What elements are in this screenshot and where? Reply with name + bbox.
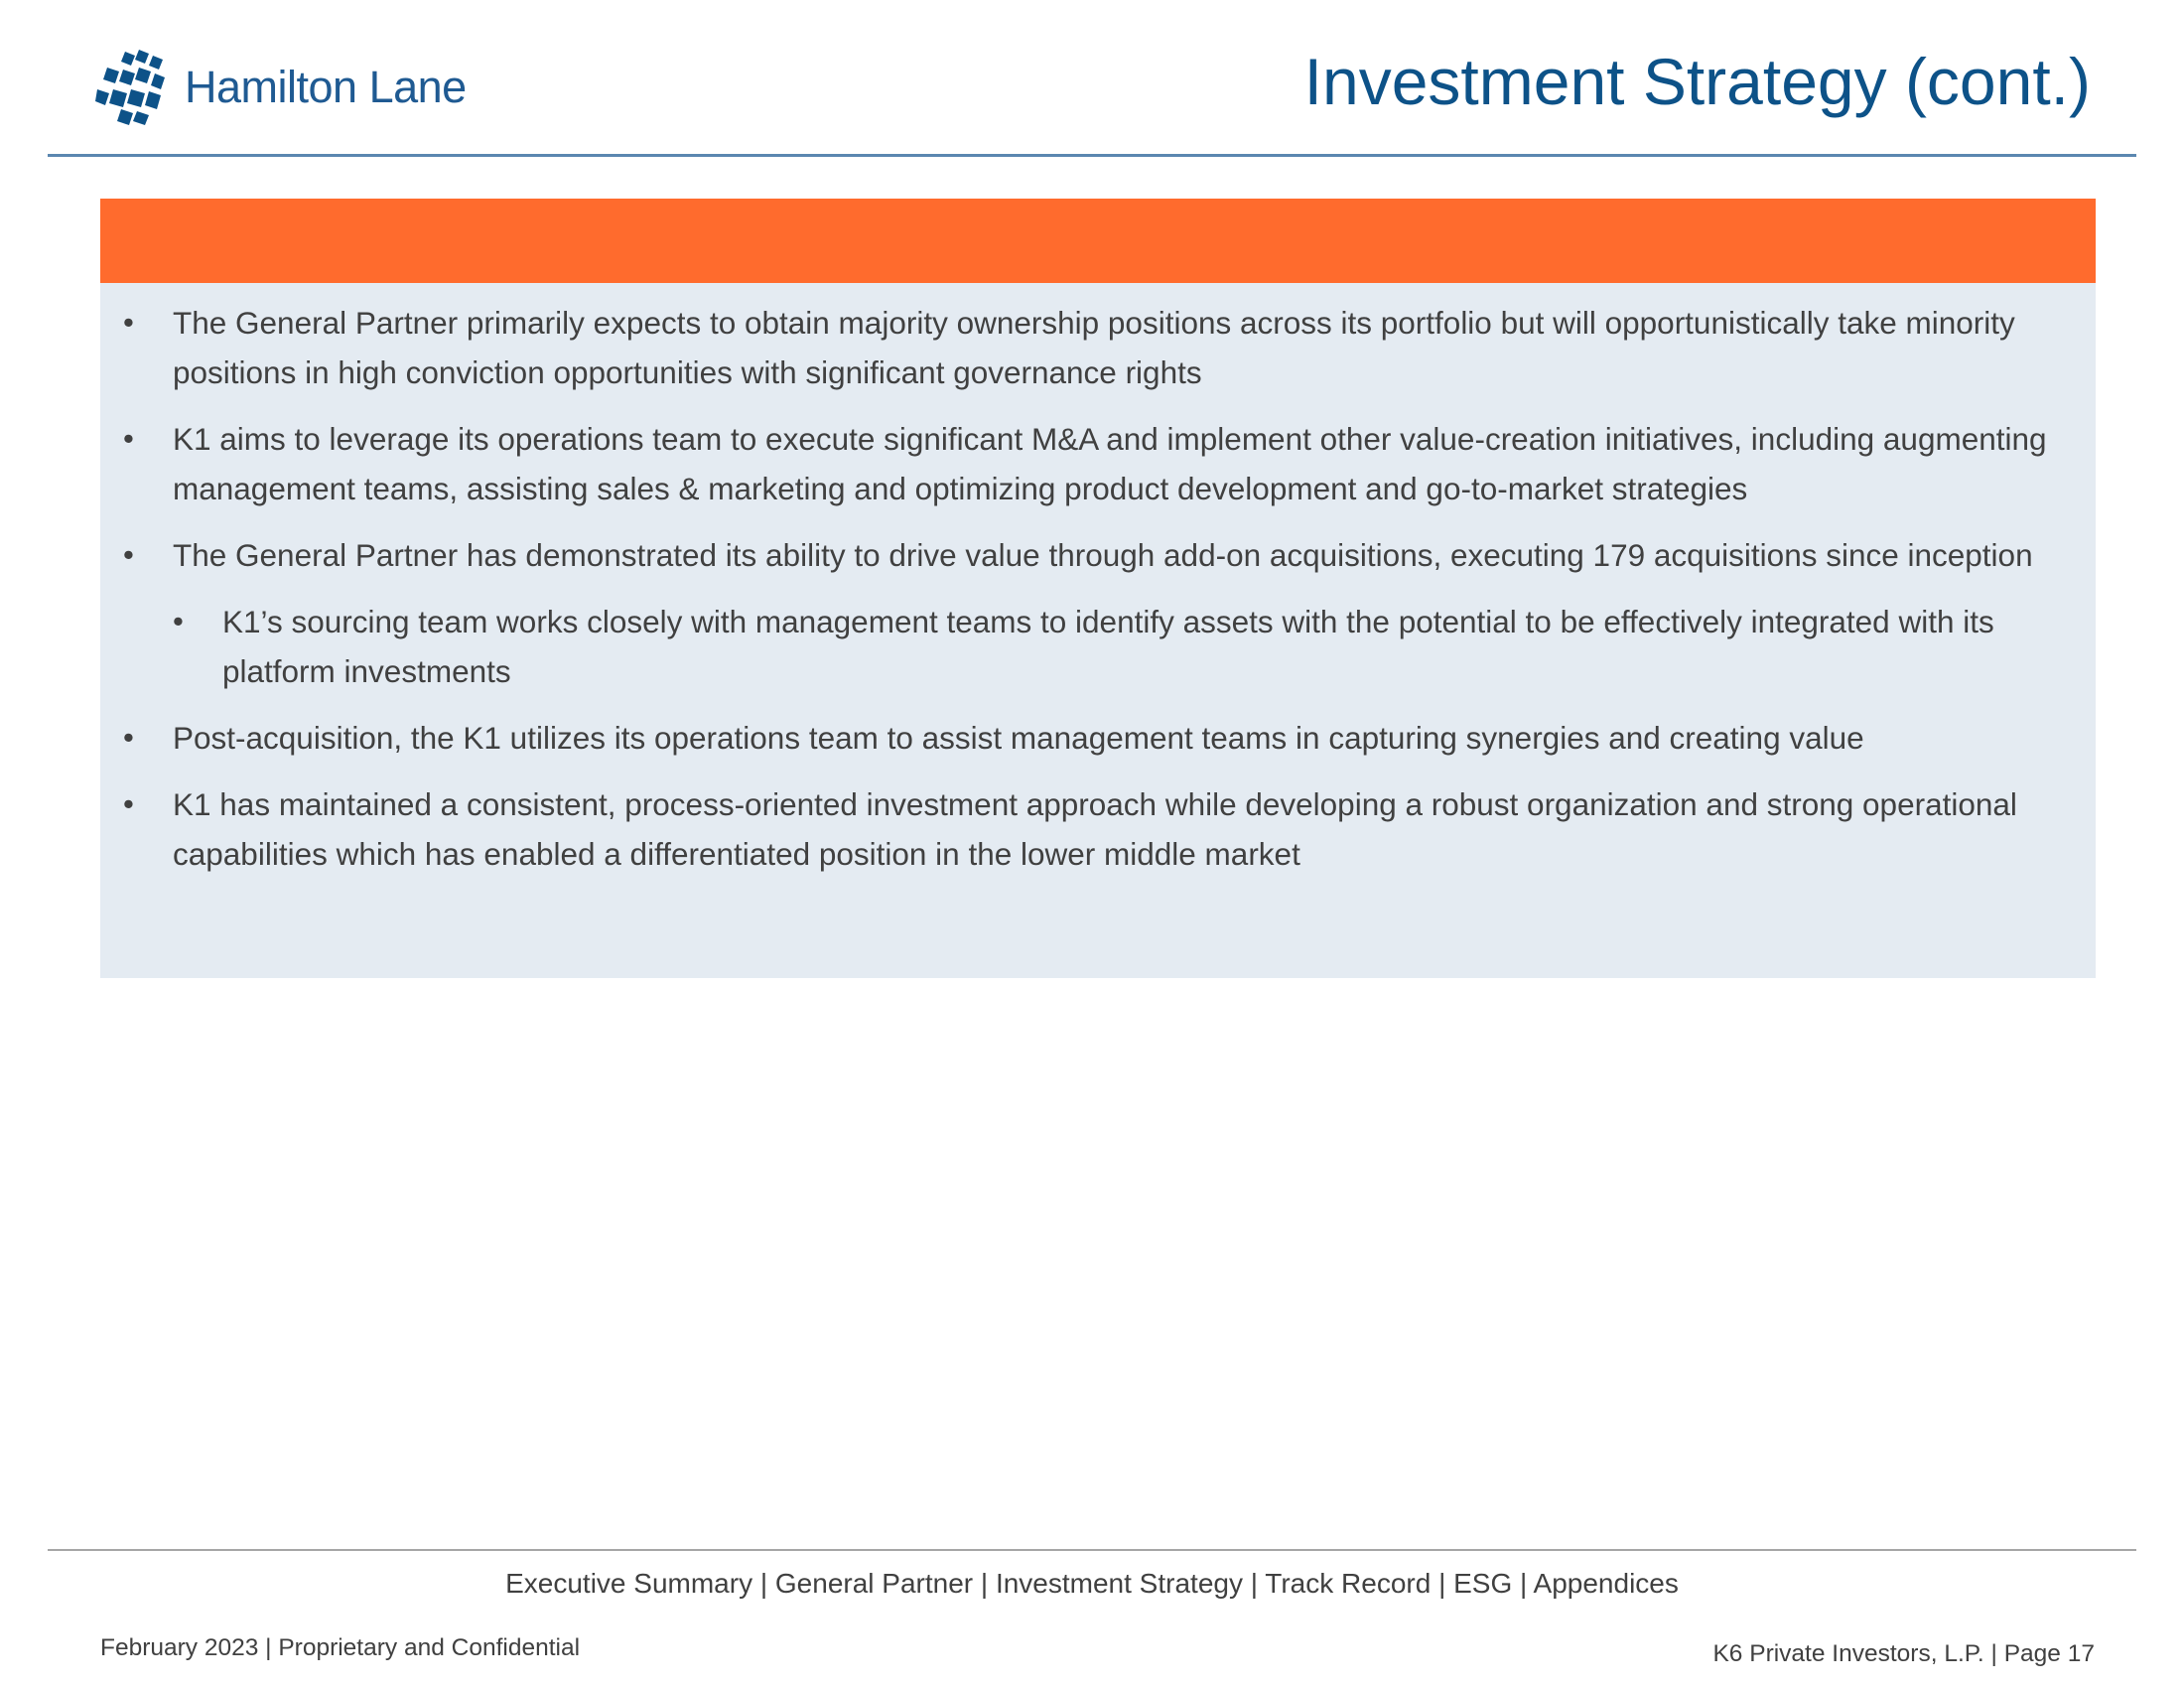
logo-text: Hamilton Lane bbox=[185, 62, 467, 112]
bullet-icon: • bbox=[123, 421, 134, 456]
bullet-icon: • bbox=[123, 537, 134, 572]
hamilton-lane-logo-icon bbox=[95, 50, 167, 125]
sub-bullet-item bbox=[100, 597, 2096, 696]
footer-divider bbox=[48, 1549, 2136, 1551]
bullet-icon: • bbox=[123, 786, 134, 821]
footer-section-nav: Executive Summary | General Partner | Investment Strategy | Track Record | ESG | Appendices bbox=[505, 1568, 1679, 1599]
footer-date-confidential: February 2023 | Proprietary and Confidential bbox=[100, 1634, 581, 1661]
bullet-text: Post-acquisition, the K1 utilizes its operations team to assist management teams in capturing synergies and creating value bbox=[173, 720, 1864, 756]
content-panel bbox=[100, 199, 2096, 978]
bullet-item bbox=[100, 713, 2096, 763]
bullet-text: K1 has maintained a consistent, process-oriented investment approach while developing a robust organization and strong operational capabilities which has enabled a differentiated position in the lower middle market bbox=[173, 786, 2017, 872]
header-divider bbox=[48, 154, 2136, 157]
bullet-item bbox=[100, 530, 2096, 580]
bullet-item bbox=[100, 779, 2096, 879]
page-title: Investment Strategy (cont.) bbox=[1303, 45, 2091, 118]
bullet-text: K1’s sourcing team works closely with management teams to identify assets with the potential to be effectively integrated with its platform investments bbox=[222, 604, 1994, 689]
panel-header-bar bbox=[100, 199, 2096, 283]
bullet-text: The General Partner primarily expects to obtain majority ownership positions across its portfolio but will opportunistically take minority positions in high conviction opportunities with significant governance rights bbox=[173, 305, 2015, 390]
company-logo bbox=[95, 48, 467, 127]
bullet-item bbox=[100, 414, 2096, 513]
bullet-text: The General Partner has demonstrated its ability to drive value through add-on acquisitions, executing 179 acquisitions since inception bbox=[173, 537, 2033, 573]
bullet-text: K1 aims to leverage its operations team to execute significant M&A and implement other value-creation initiatives, including augmenting management teams, assisting sales & marketing and optimizing product development and go-to-market strategies bbox=[173, 421, 2047, 506]
bullet-icon: • bbox=[123, 720, 134, 755]
bullet-item bbox=[100, 298, 2096, 397]
footer-page-number: K6 Private Investors, L.P. | Page 17 bbox=[1712, 1640, 2095, 1667]
bullet-list bbox=[100, 298, 2096, 896]
bullet-icon: • bbox=[173, 604, 184, 638]
bullet-icon: • bbox=[123, 305, 134, 340]
